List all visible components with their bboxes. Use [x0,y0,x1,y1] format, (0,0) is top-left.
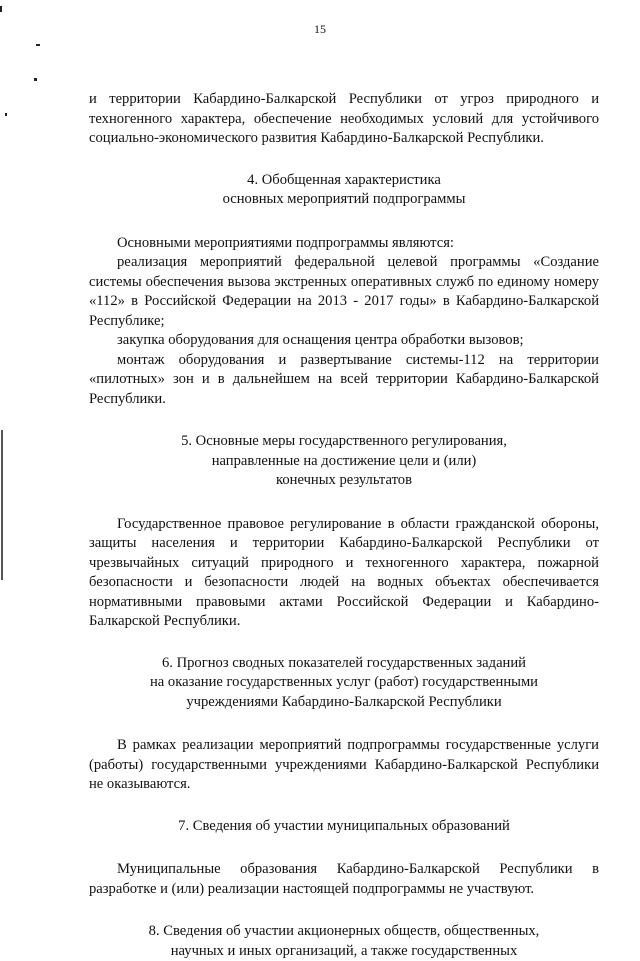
heading-line: основных мероприятий подпрограммы [89,190,599,210]
heading-line: на оказание государственных услуг (работ) государственными [89,673,599,693]
document-body [89,90,599,961]
scan-mark [1,430,3,580]
heading-line: учреждениями Кабардино-Балкарской Республики [89,693,599,713]
scan-mark [0,6,2,12]
heading-line: направленные на достижение цели и (или) [89,452,599,472]
section-4-paragraph: закупка оборудования для оснащения центра обработки вызовов; [89,331,599,351]
scan-mark [36,44,40,46]
heading-line: 4. Обобщенная характеристика [89,171,599,191]
heading-line: научных и иных организаций, а также государственных [89,942,599,961]
section-6-heading [89,654,599,713]
section-4-paragraph: Основными мероприятиями подпрограммы являются: [89,234,599,254]
intro-paragraph: и территории Кабардино-Балкарской Республики от угроз природного и техногенного характера, обеспечение необходимых условий для устойчивого социально-экономического развития Кабардино-Балкарской Республики. [89,90,599,149]
heading-line: конечных результатов [89,471,599,491]
section-5-heading [89,432,599,491]
section-4-heading [89,171,599,210]
section-4-paragraph: реализация мероприятий федеральной целевой программы «Создание системы обеспечения вызова экстренных оперативных служб по единому номеру «112» в Российской Федерации на 2013 - 2017 годы» в Кабардино-Балкарской Республике; [89,253,599,331]
heading-line: 5. Основные меры государственного регулирования, [89,432,599,452]
page-number: 15 [0,22,640,37]
section-4-paragraph: монтаж оборудования и развертывание системы-112 на территории «пилотных» зон и в дальнейшем на всей территории Кабардино-Балкарской Республики. [89,351,599,410]
scan-mark [34,78,37,81]
section-8-heading [89,922,599,961]
section-6-paragraph: В рамках реализации мероприятий подпрограммы государственные услуги (работы) государственными учреждениями Кабардино-Балкарской Республики не оказываются. [89,736,599,795]
section-5-paragraph: Государственное правовое регулирование в области гражданской обороны, защиты населения и территории Кабардино-Балкарской Республики от чрезвычайных ситуаций природного и техногенного характера, пожарной безопасности и безопасности людей на водных объектах обеспечивается нормативными правовыми актами Российской Федерации и Кабардино-Балкарской Республики. [89,515,599,632]
heading-line: 6. Прогноз сводных показателей государственных заданий [89,654,599,674]
heading-line: 7. Сведения об участии муниципальных образований [89,817,599,837]
heading-line: 8. Сведения об участии акционерных обществ, общественных, [89,922,599,942]
section-7-paragraph: Муниципальные образования Кабардино-Балкарской Республики в разработке и (или) реализации настоящей подпрограммы не участвуют. [89,860,599,899]
scan-mark [5,113,7,116]
section-7-heading [89,817,599,837]
